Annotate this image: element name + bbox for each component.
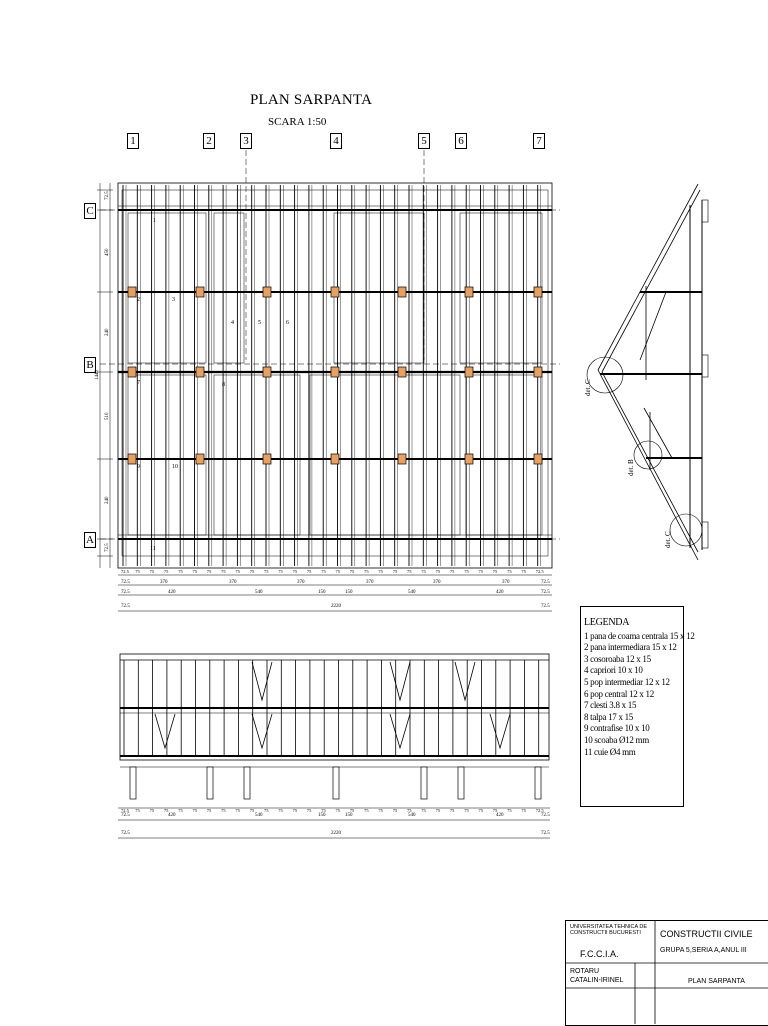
post-marker [534,287,542,297]
plan-dim: 75 [392,569,398,574]
axis-7-label: 7 [533,133,545,149]
elev-dim: 540 [408,813,416,818]
elevation-brace [455,662,475,700]
post-marker [465,454,473,464]
plan-dim: 72.5 [535,569,544,574]
elevation-drawing [118,654,550,838]
post-marker [398,454,406,464]
elev-dim: 2220 [331,831,341,836]
elev-dim: 75 [492,808,498,813]
plan-dim: 75 [235,569,240,574]
side-dim: 450 [105,248,110,256]
elev-dim: 75 [335,808,340,813]
plan-dim: 75 [449,569,455,574]
side-dim: 510 [105,412,110,420]
legend-item: 1 pana de coama centrala 15 x 12 [584,630,695,641]
plan-dim: 75 [435,569,441,574]
tag-11: 11 [150,546,156,552]
plan-dim: 75 [407,569,412,574]
plan-dim: 75 [192,569,197,574]
legend-item: 7 clesti 3.8 x 15 [584,700,637,711]
plan-dim: 72.5 [121,604,130,609]
plan-dim: 420 [168,590,176,595]
plan-dim: 75 [178,569,183,574]
post-marker [196,454,204,464]
axis-b-label: B [84,357,96,373]
cross-section-drawing [587,184,708,560]
plan-dim: 75 [149,569,155,574]
axis-5-label: 5 [418,133,430,149]
plan-dim: 370 [366,580,374,585]
elev-dim: 75 [378,808,383,813]
post-marker [331,367,339,377]
post-marker [128,287,136,297]
legend-item: 3 cosoroaba 12 x 15 [584,653,651,664]
axis-2-label: 2 [203,133,215,149]
tag-3: 3 [172,297,175,303]
post-marker [331,287,339,297]
section-label-det-b: det. B [627,459,635,476]
tag-2: 2 [137,297,140,303]
elev-dim: 75 [364,808,369,813]
elevation-brace [390,662,410,700]
elev-dim: 75 [135,808,140,813]
plan-dim: 72.5 [121,580,130,585]
plan-dim: 75 [521,569,526,574]
university-name: UNIVERSITATEA TEHNICA DE CONSTRUCTII BUCURESTI [570,924,648,936]
elev-dim: 75 [349,808,355,813]
elev-dim: 75 [521,808,526,813]
plan-dim: 72.5 [121,569,129,574]
elev-dim: 75 [421,808,426,813]
plan-dim: 75 [135,569,140,574]
discipline-name: CONSTRUCTII CIVILE [660,929,753,939]
tag-1: 1 [153,218,156,224]
plan-dim: 75 [221,569,226,574]
elev-dim: 72.5 [121,808,129,813]
elev-dim: 75 [392,808,398,813]
post-marker [196,287,204,297]
post-marker [465,367,473,377]
plan-dim: 420 [496,590,504,595]
plan-dim: 150 [345,590,353,595]
tag-4: 4 [231,320,234,326]
elev-dim: 75 [249,808,255,813]
axis-c-label: C [84,203,96,219]
section-label-det-c-top: det. C [584,379,592,396]
tag-5: 5 [258,320,261,326]
elevation-brace [252,662,272,700]
side-dim: 240 [105,496,110,504]
author-last-name: ROTARU [570,968,600,975]
plan-dim: 75 [364,569,369,574]
axis-a-label: A [84,532,96,548]
elev-dim: 75 [264,808,269,813]
elevation-brace [252,714,272,748]
drawing-name: PLAN SARPANTA [688,978,745,985]
elev-dim: 75 [507,808,512,813]
elev-dim: 150 [318,813,326,818]
plan-dim: 2220 [331,604,341,609]
elevation-post [535,767,541,799]
side-dim-total: 1440 [95,370,100,380]
author-first-name: CATALIN-IRINEL [570,977,624,984]
group-label: GRUPA 5,SERIA A,ANUL III [660,947,747,954]
plan-dim: 75 [264,569,269,574]
tag-9: 9 [137,464,140,470]
post-marker [196,367,204,377]
page-title: PLAN SARPANTA [250,92,373,108]
elevation-brace [155,714,175,748]
scale-label: SCARA 1:50 [268,116,327,128]
elevation-post [244,767,250,799]
post-marker [398,367,406,377]
elevation-post [207,767,213,799]
tag-10: 10 [172,464,178,470]
elev-dim: 420 [168,813,176,818]
plan-dim: 75 [335,569,340,574]
legend-heading: LEGENDA [584,617,630,628]
plan-dim: 75 [321,569,326,574]
tag-6: 6 [286,320,289,326]
plan-dim: 370 [297,580,305,585]
post-marker [263,287,271,297]
plan-dim: 370 [433,580,441,585]
plan-dim: 72.5 [541,604,550,609]
elevation-brace [490,714,510,748]
plan-dim: 75 [378,569,383,574]
plan-dim: 370 [160,580,168,585]
elev-dim: 75 [163,808,169,813]
plan-dim: 75 [492,569,498,574]
side-dim: 72.5 [105,191,110,200]
elevation-post [130,767,136,799]
faculty-name: F.C.C.I.A. [580,949,619,959]
plan-dim: 72.5 [541,590,550,595]
post-marker [128,454,136,464]
section-label-det-c-bottom: det. C [664,531,672,548]
legend-item: 10 scoaba Ø12 mm [584,734,649,745]
elev-dim: 75 [278,808,283,813]
plan-dim: 75 [421,569,426,574]
elev-dim: 540 [255,813,263,818]
post-marker [534,454,542,464]
post-marker [263,367,271,377]
elev-dim: 72.5 [541,813,550,818]
elevation-post [458,767,464,799]
elev-dim: 75 [235,808,240,813]
elev-dim: 72.5 [535,808,544,813]
elev-dim: 72.5 [541,831,550,836]
plan-dim: 150 [318,590,326,595]
plan-dim: 75 [292,569,298,574]
plan-dim: 75 [163,569,169,574]
legend-item: 4 capriori 10 x 10 [584,665,643,676]
elev-dim: 75 [178,808,183,813]
axis-1-label: 1 [127,133,139,149]
elev-dim: 75 [206,808,212,813]
elev-dim: 75 [221,808,226,813]
title-block [565,920,768,1026]
legend-item: 11 cuie Ø4 mm [584,746,636,757]
plan-dim: 370 [229,580,237,585]
plan-dim: 370 [502,580,510,585]
side-dim: 72.5 [105,543,110,552]
elev-dim: 420 [496,813,504,818]
elev-dim: 75 [478,808,483,813]
plan-dim: 72.5 [541,580,550,585]
elev-dim: 72.5 [121,813,130,818]
legend-item: 6 pop central 12 x 12 [584,688,654,699]
post-marker [465,287,473,297]
legend-item: 5 pop intermediar 12 x 12 [584,676,670,687]
post-marker [398,287,406,297]
plan-dim: 540 [255,590,263,595]
legend-item: 9 contrafise 10 x 10 [584,723,650,734]
elev-dim: 150 [345,813,353,818]
elev-dim: 75 [149,808,155,813]
elev-dim: 75 [192,808,197,813]
plan-dim: 75 [278,569,283,574]
elevation-brace [390,714,410,748]
plan-dim: 75 [507,569,512,574]
elev-dim: 75 [407,808,412,813]
plan-dim: 75 [464,569,469,574]
elev-dim: 75 [321,808,326,813]
elev-dim: 75 [292,808,298,813]
tag-7: 7 [137,380,140,386]
legend-panel [580,606,695,807]
plan-dim: 75 [349,569,355,574]
post-marker [128,367,136,377]
post-marker [534,367,542,377]
axis-6-label: 6 [455,133,467,149]
plan-dim: 540 [408,590,416,595]
post-marker [331,454,339,464]
plan-dim: 75 [478,569,483,574]
elev-dim: 72.5 [121,831,130,836]
plan-dim: 75 [306,569,312,574]
elevation-post [333,767,339,799]
elevation-post [421,767,427,799]
legend-item: 8 talpa 17 x 15 [584,711,633,722]
legend-item: 2 pana intermediara 15 x 12 [584,642,677,653]
axis-3-label: 3 [240,133,252,149]
plan-dim: 72.5 [121,590,130,595]
plan-dim: 75 [249,569,255,574]
elev-dim: 75 [464,808,469,813]
elev-dim: 75 [449,808,455,813]
elev-dim: 75 [435,808,441,813]
elev-dim: 75 [306,808,312,813]
tag-8: 8 [222,382,225,388]
side-dim: 240 [105,328,110,336]
plan-dim: 75 [206,569,212,574]
post-marker [263,454,271,464]
axis-4-label: 4 [330,133,342,149]
